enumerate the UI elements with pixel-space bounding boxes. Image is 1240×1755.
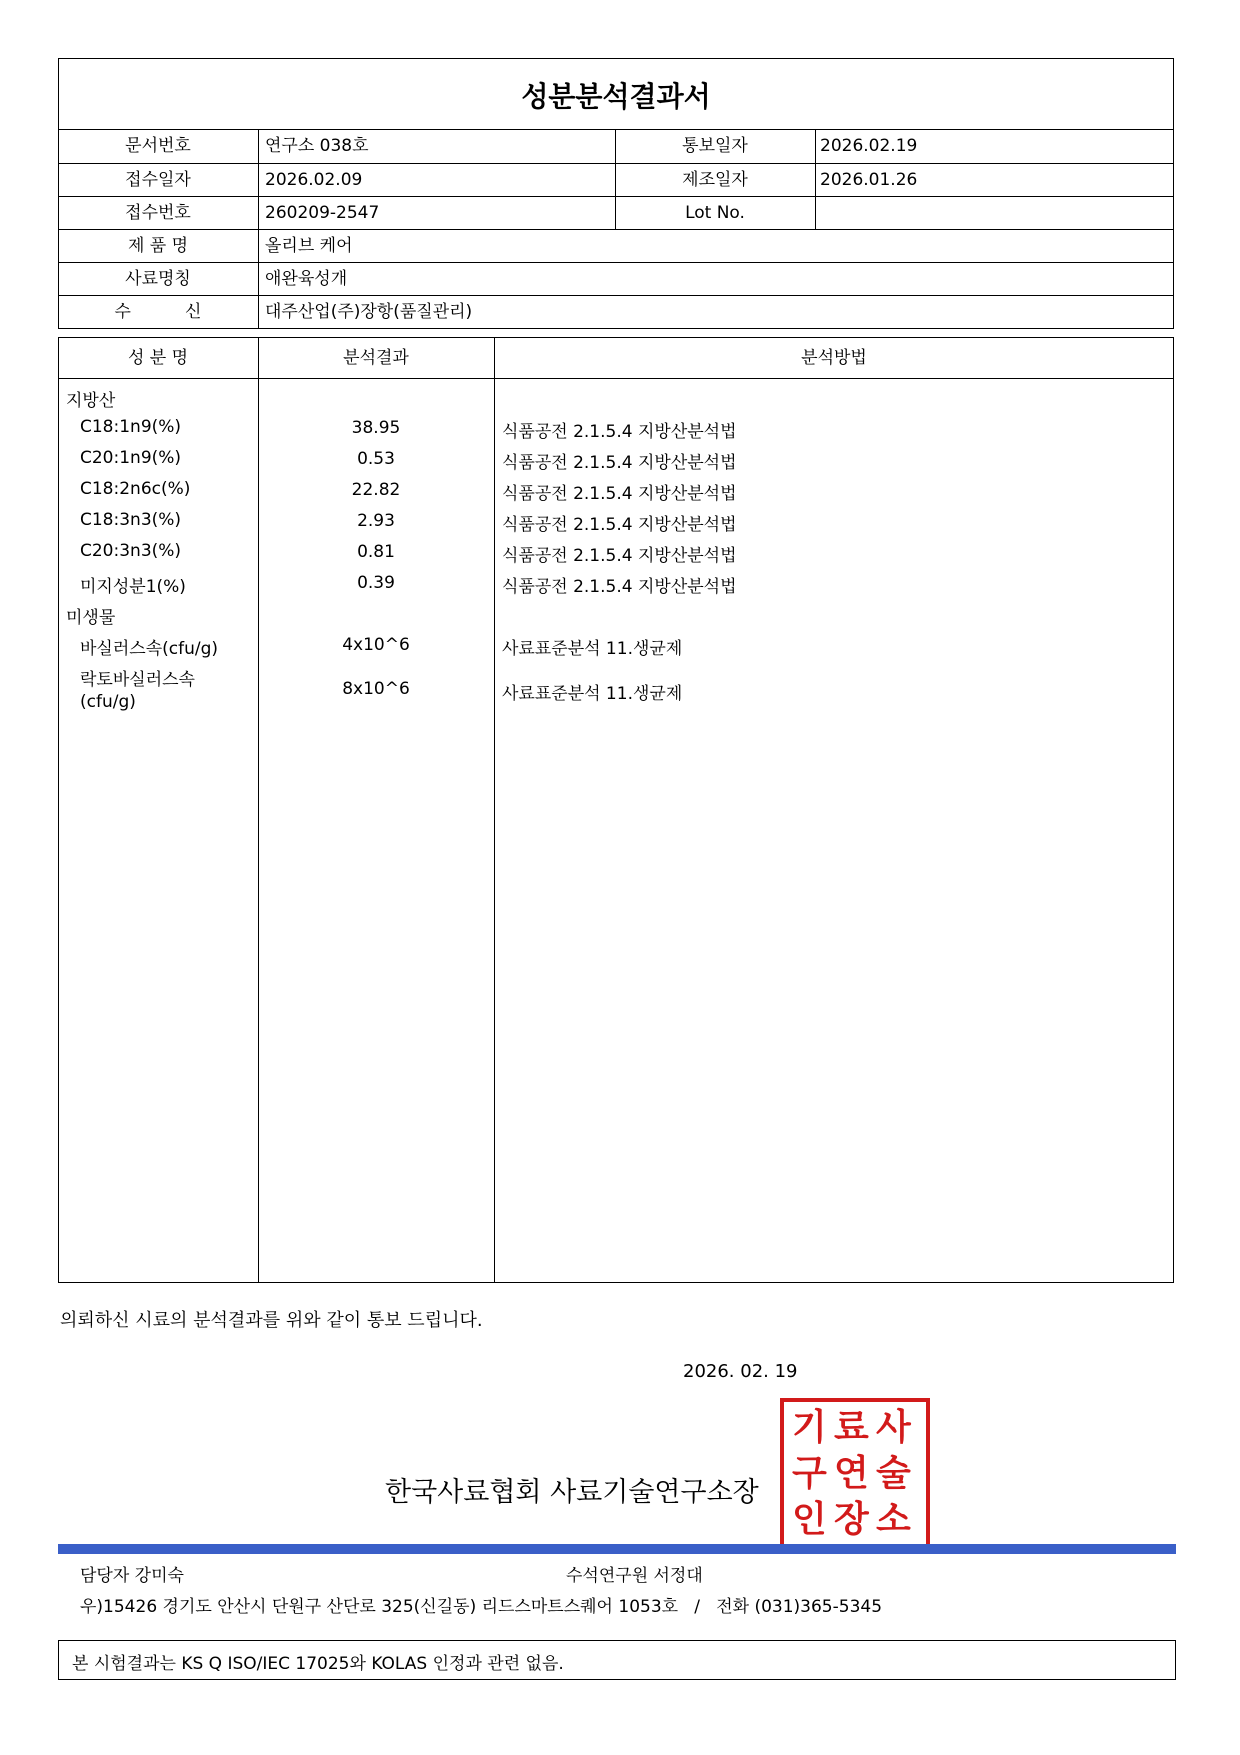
divider: [258, 337, 259, 1283]
chief-text: 수석연구원 서정대: [566, 1566, 703, 1586]
col-method-header: 분석방법: [801, 348, 867, 368]
divider: [58, 378, 1174, 379]
result-value: 38.95: [351, 418, 401, 438]
divider: [258, 129, 259, 329]
notice-text: 의뢰하신 시료의 분석결과를 위와 같이 통보 드립니다.: [60, 1310, 483, 1331]
footer-bar: [58, 1544, 1176, 1554]
result-value: 22.82: [351, 480, 401, 500]
result-value: 4x10^6: [342, 635, 410, 655]
receipt-date-value: 2026.02.09: [265, 170, 363, 190]
notice-date-label: 통보일자: [682, 136, 748, 156]
col-component-header: 성 분 명: [127, 348, 189, 368]
notice-date-value: 2026.02.19: [820, 136, 918, 156]
result-value: 2.93: [357, 511, 395, 531]
recipient-value: 대주산업(주)장항(품질관리): [265, 302, 473, 322]
component-name: 미지성분1(%): [80, 577, 186, 597]
feed-label: 사료명칭: [125, 269, 191, 289]
result-value: 0.81: [357, 542, 395, 562]
staff-text: 담당자 강미숙: [80, 1566, 184, 1586]
method-text: 식품공전 2.1.5.4 지방산분석법: [502, 453, 737, 473]
recipient-label: 수 신: [114, 302, 202, 322]
component-name: C18:2n6c(%): [80, 479, 191, 499]
disclaimer-text: 본 시험결과는 KS Q ISO/IEC 17025와 KOLAS 인정과 관련 없음.: [72, 1654, 564, 1674]
official-seal: 사 료 기 술 연 구 소 장 인: [780, 1398, 930, 1548]
group-fatty-acid: 지방산: [66, 391, 116, 411]
receipt-date-label: 접수일자: [125, 170, 191, 190]
component-name: C20:1n9(%): [80, 448, 182, 468]
method-text: 식품공전 2.1.5.4 지방산분석법: [502, 546, 737, 566]
receipt-no-label: 접수번호: [125, 203, 191, 223]
address-text: 우)15426 경기도 안산시 단원구 산단로 325(신길동) 리드스마트스퀘어 1053호 / 전화 (031)365-5345: [80, 1597, 883, 1617]
manufacture-date-label: 제조일자: [682, 170, 748, 190]
manufacture-date-value: 2026.01.26: [820, 170, 918, 190]
component-name: 락토바실러스속: [80, 670, 195, 690]
divider: [815, 129, 816, 229]
doc-no-label: 문서번호: [125, 136, 191, 156]
lot-label: Lot No.: [685, 203, 745, 223]
document-title: 성분분석결과서: [521, 80, 711, 113]
group-microbe: 미생물: [66, 608, 116, 628]
method-text: 사료표준분석 11.생균제: [502, 684, 683, 704]
component-name: C20:3n3(%): [80, 541, 182, 561]
organization-name: 한국사료협회 사료기술연구소장: [385, 1477, 759, 1508]
method-text: 식품공전 2.1.5.4 지방산분석법: [502, 577, 737, 597]
method-text: 사료표준분석 11.생균제: [502, 639, 683, 659]
component-name: (cfu/g): [80, 692, 136, 712]
product-value: 올리브 케어: [265, 236, 353, 256]
component-name: C18:3n3(%): [80, 510, 182, 530]
col-result-header: 분석결과: [343, 348, 409, 368]
result-value: 0.39: [357, 573, 395, 593]
component-name: C18:1n9(%): [80, 417, 182, 437]
method-text: 식품공전 2.1.5.4 지방산분석법: [502, 422, 737, 442]
divider: [494, 337, 495, 1283]
feed-value: 애완육성개: [265, 269, 348, 289]
receipt-no-value: 260209-2547: [265, 203, 380, 223]
component-name: 바실러스속(cfu/g): [80, 639, 218, 659]
doc-no-value: 연구소 038호: [265, 136, 369, 156]
result-value: 8x10^6: [342, 679, 410, 699]
issue-date: 2026. 02. 19: [683, 1361, 798, 1382]
method-text: 식품공전 2.1.5.4 지방산분석법: [502, 484, 737, 504]
method-text: 식품공전 2.1.5.4 지방산분석법: [502, 515, 737, 535]
result-value: 0.53: [357, 449, 395, 469]
product-label: 제 품 명: [127, 236, 189, 256]
